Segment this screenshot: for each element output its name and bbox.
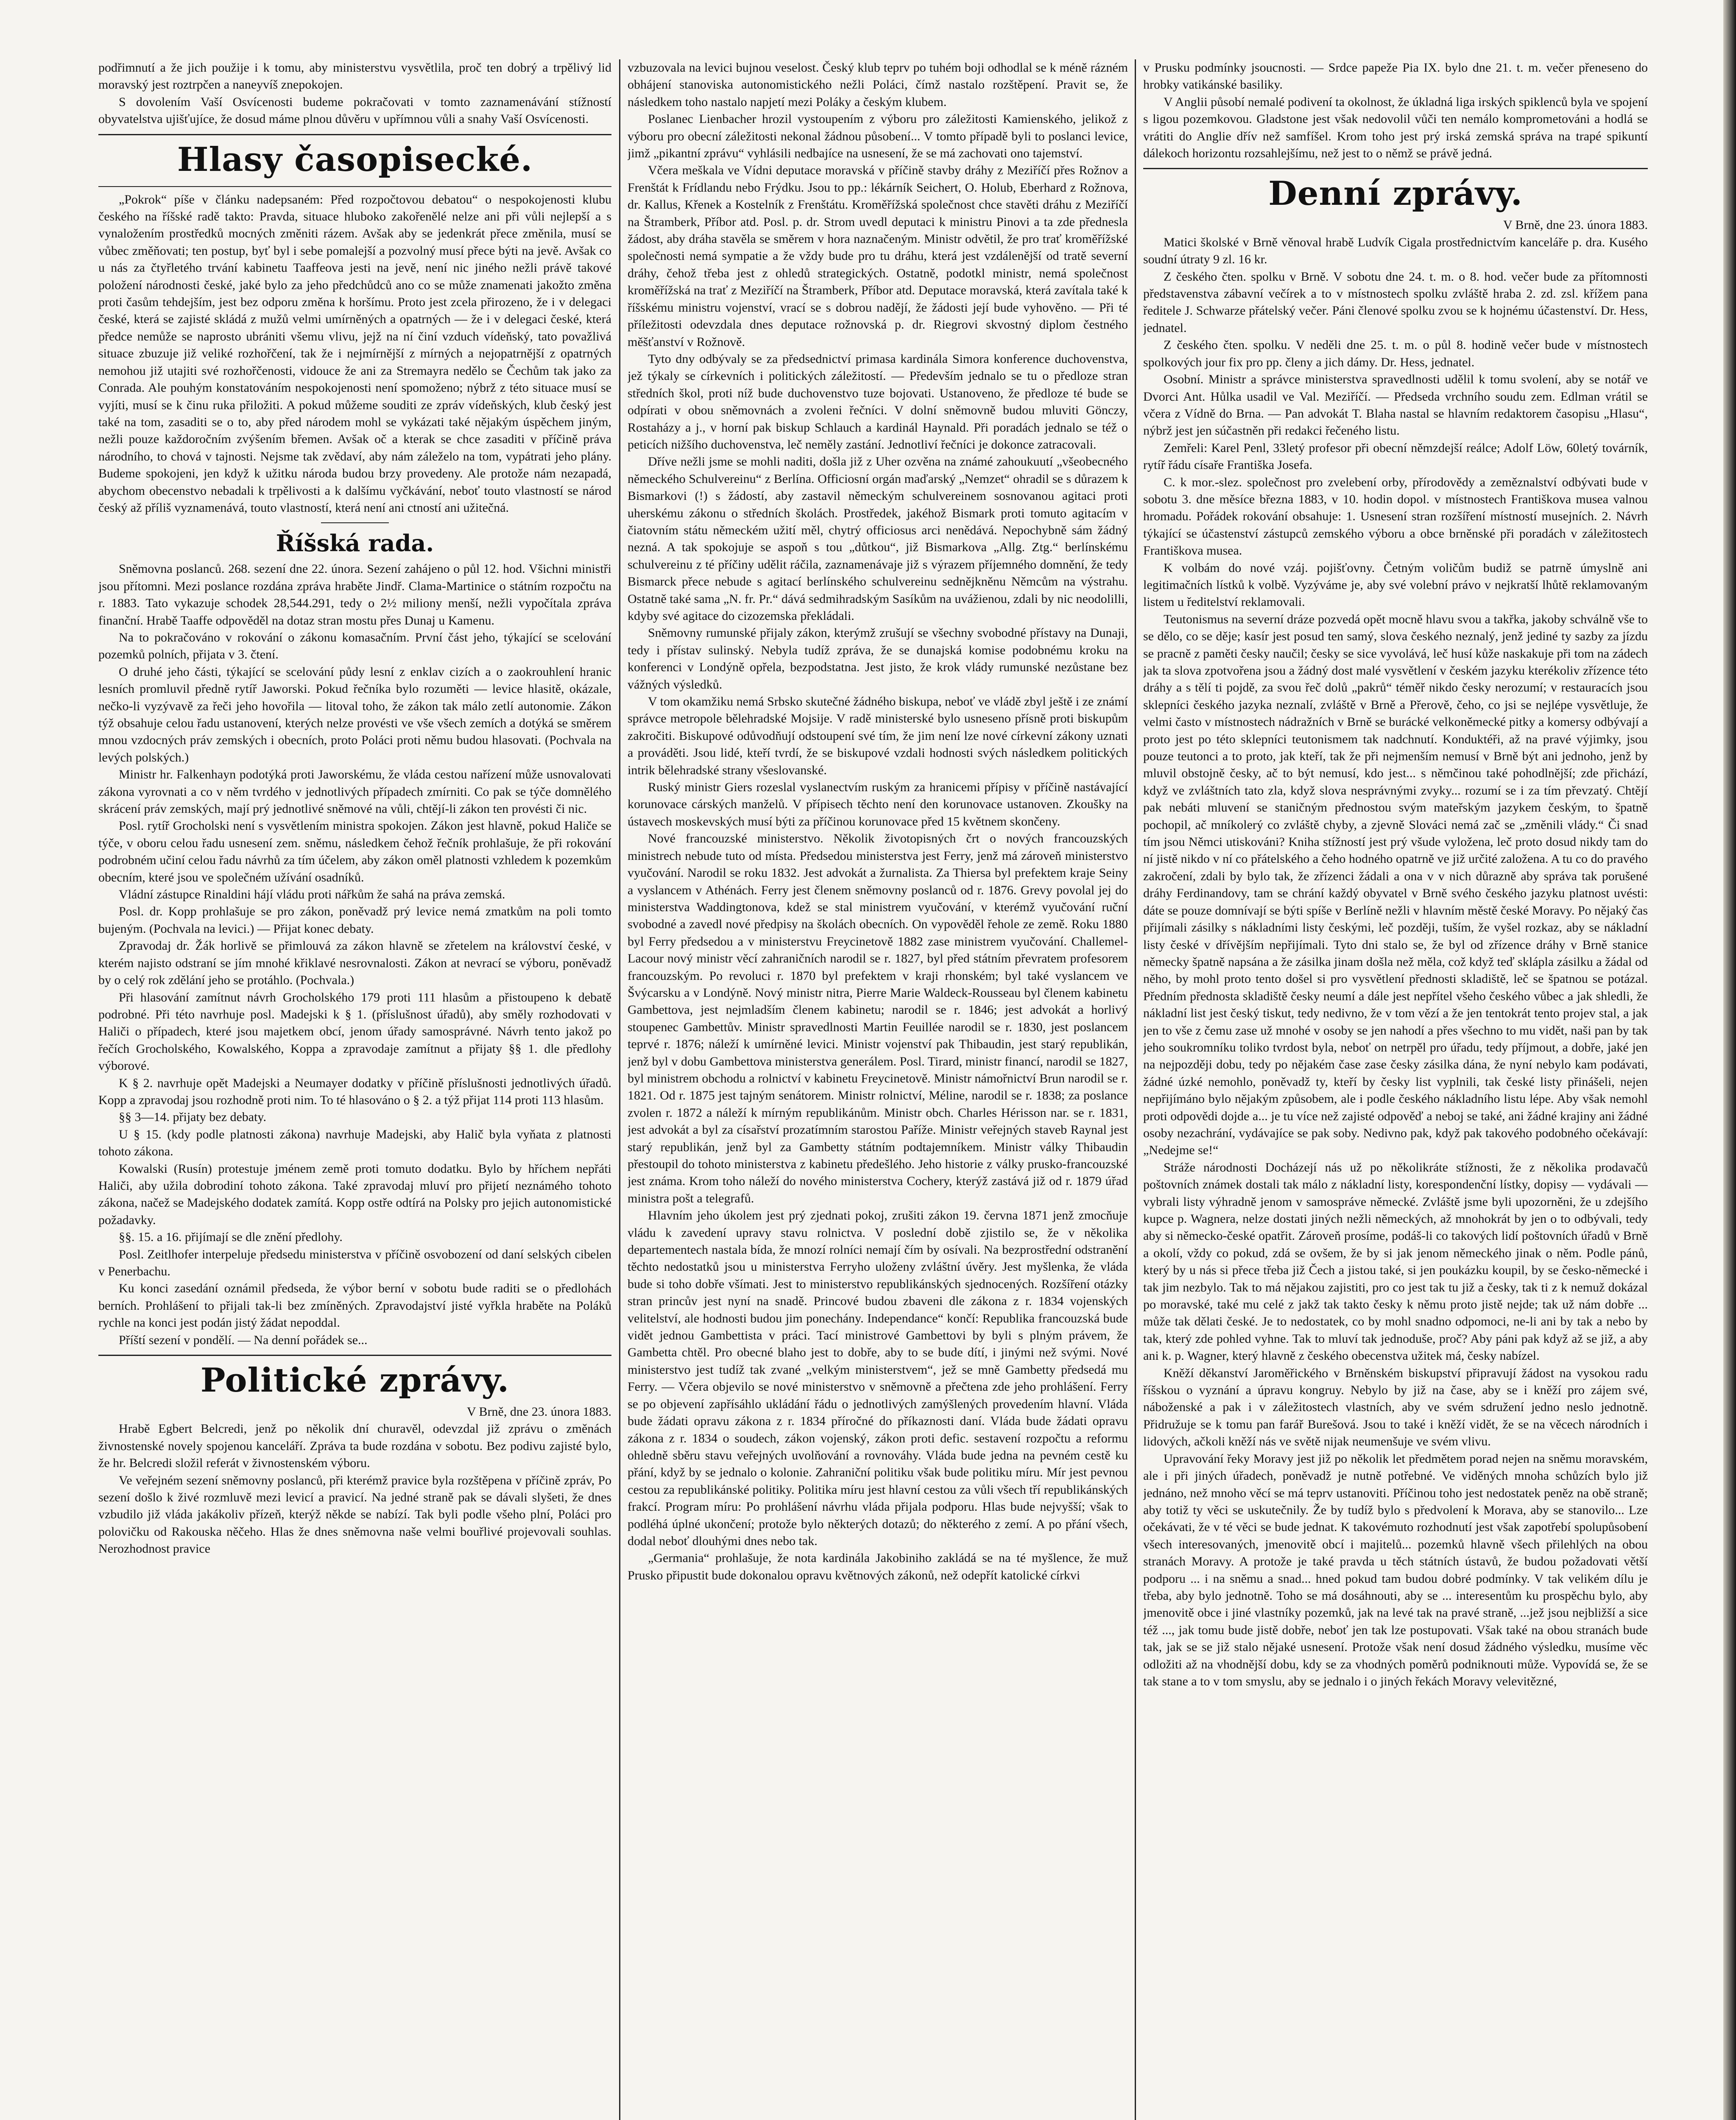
col2-paragraph: vzbuzovala na levici bujnou veselost. Český klub teprv po tuhém boji odhodlal se k méně rázném obhájení stanoviska autonomistického nežli Poláci, čímž nastalo rozštěpení. Pravit se, že následkem toho nastalo napjetí mezi Poláky a českým klubem.: [628, 61, 1128, 109]
rissa-paragraph: §§ 3—14. přijaty bez debaty.: [119, 1110, 266, 1124]
denni-paragraph: K volbám do nové vzáj. pojišťovny. Četným voličům budiž se patrně úmyslně ani legitimačních lístků k volbě. Vyzýváme je, aby své volební právo v nejkratší lhůtě reklamovaným listem u ředitelství reklamovali.: [1143, 561, 1648, 609]
rissa-paragraph: Posl. rytíř Grocholski není s vysvětlením ministra spokojen. Zákon jest hlavně, pokud Haliče se týče, v oboru celou řadu usnesení zem. sněmu, následkem čehož řečník prohlašuje, že při rokování podrobném učiní celou řadu návrhů za tím účelem, aby zákon oměl platnosti vzhledem k pozemkům obecním, které jsou ve společném užívání osadníků.: [98, 819, 611, 884]
section-title-denni: Denní zprávy.: [1268, 174, 1523, 213]
rissa-paragraph: Při hlasování zamítnut návrh Grocholského 179 proti 111 hlasům a přistoupeno k debatě podrobné. Při této navrhuje posl. Madejski k § 1. (příslušnost úřadů), aby směly rozhodovati v Haliči o případech, které jsou majetkem obcí, jenom úřady samosprávné. Návrh tento jakož po řečích Grocholského, Kowalského, Koppa a zpravodaje zamítnut a přijaty §§ 1. dle předlohy výborové.: [98, 990, 611, 1073]
divider: [1143, 168, 1648, 169]
col2-paragraph: Ruský ministr Giers rozeslal vyslanectvím ruským za hranicemi přípisy v příčině nastávající korunovace cárských manželů. V přípisech těchto není den korunovace ustanoven. Zkoušky na ústavech moskevských musí býti za příčinou korunovace před 15 květnem skončeny.: [628, 780, 1128, 828]
rissa-paragraph: Zpravodaj dr. Žák horlivě se přimlouvá za zákon hlavně se zřetelem na království české, v kterém najisto odstraní se jím mnohé křiklavé nesrovnalosti. Zákon at nevrací se výboru, poněvadž by o celý rok zdělání jeho se protáhlo. (Pochvala.): [98, 939, 611, 987]
subhead-risska-rada: Říšská rada.: [276, 530, 434, 557]
col2-paragraph: Poslanec Lienbacher hrozil vystoupením z výboru pro záležitosti Kamienského, jelikož z výboru pro obecní záležitosti nekonal žádnou působení... V tomto případě byli to poslanci levice, jimž „pikantní zprávu“ vyhlásili nedbajíce na usnesení, že se má zachovati ono tajemství.: [628, 112, 1128, 161]
col3-paragraph: V Anglii působí nemalé podivení ta okolnost, že úkladná liga irských spiklenců byla ve spojení s ligou pozemkovou. Gladstone jest však nedovolil vůči ten nemálo komprometováni a hodlá se vrátiti do Anglie dřív než samfíšel. Krom toho jest prý irská zemská správa na trapé spikuntí dálekoch horizontu rozsahlejšímu, než jest to o němž se právě jedná.: [1143, 95, 1648, 161]
col2-paragraph: Hlavním jeho úkolem jest prý zjednati pokoj, zrušiti zákon 19. června 1871 jenž zmocňuje vládu k zavedení upravy stavu rolnictva. V poslední době zjistilo se, že v několika departementech nastala bída, že mnozí rolníci nemají čím by osívali. Na bezprostřední odstranění těchto nedostatků jsou u ministerstva Ferryho uloženy zvláštní úvěry. Jest myšlenka, že vláda bude si toho dobře všímati. Jest to ministerstvo republikánských sjednocených. Rozšíření otázky stran princův jest nyní na snadě. Princové budou zbaveni dle zákona z r. 1834 vojenských velitelství, ale hodnosti budou jim ponechány. Independance“ končí: Republika francouzská bude vidět jednou Gambettista v práci. Tací ministrové Gambettovi by byli s plným právem, že Gambetta chtěl. Pro obecné blaho jest to dobře, aby to se bude dítí, i jinými než svými. Nové ministerstvo jest tudíž tak zvané „velkým ministerstvem“, jež se mně Gambetty předsedá mu Ferry. — Včera objevilo se nové ministerstvo v sněmovně a přečtena zde jeho prohlášení. Ferry se po objevení zapřísáhlo ukládání řádu o jednotlivých zamýšlených provedením hlavní. Vláda bude žádati opravu zákona z r. 1834 příročné do příkaznosti daní. Vláda bude žádati opravu zákona z r. 1834 o soudech, zákon vojenský, zákon proti defic. sestavení rozpočtu a reformu ohledně sběru stavu veřejných uvolňování a rovnováhy. Vláda bude jedna na pevném cestě ku přání, když by se jednalo o kolonie. Zahraniční politiku však bude politiku míru. Mír jest pevnou cestou za republikánské politiky. Politika míru jest hlavní cestou za vůli všech tří republikánských frakcí. Program míru: Po prohlášení návrhu vláda přijala podporu. Hlas bude nejvyšší; však to podléhá úplné ukončení; protože bylo některých dotazů; do některého z zemí. A po přání všech, dodal neboť dlouhými dnes nebo tak.: [628, 1208, 1128, 1548]
denni-paragraph: Z českého čten. spolku v Brně. V sobotu dne 24. t. m. o 8. hod. večer bude za přítomnosti představenstva zábavní večírek a to v místnostech spolku zvláště hraba 2. zd. zsl. křížem pana ředitele J. Schwarze přátelský večer. Páni členové spolku zvou se k hojnému účastenství. Dr. Hess, jednatel.: [1143, 269, 1648, 335]
rissa-paragraph: Sněmovna poslanců. 268. sezení dne 22. února. Sezení zahájeno o půl 12. hod. Všichni ministři jsou přítomni. Mezi poslance rozdána zpráva hraběte Jindř. Clama-Martinice o státním rozpočtu na r. 1883. Tato vykazuje schodek 28,544.291, tedy o 2½ miliony menší, nežli vypočítala zpráva finanční. Hrabě Taaffe odpověděl na dotaz stran mostu přes Dunaj u Kamenu.: [98, 562, 611, 628]
rissa-paragraph: Posl. dr. Kopp prohlašuje se pro zákon, poněvadž prý levice nemá zmatkům na poli tomto bujeným. (Pochvala na levici.) — Přijat konec debaty.: [98, 904, 611, 936]
col2-paragraph: Tyto dny odbývaly se za předsednictví primasa kardinála Simora konference duchovenstva, jež týkaly se církevních i politických záležitostí. — Především jednalo se tu o předloze stran středních škol, proti níž bude duchovenstvo tuze bojovati. Ustanoveno, že předloze té bude se odpírati v obou sněmovnách a zvoleni řečníci. V dolní sněmovně budou mluviti Gönczy, Rostaházy a j., v horní pak biskup Schlauch a kardinál Haynald. Při poradách jednalo se též o peticích nižšího duchovenstva, leč neměly zastání. Jednotliví řečníci je dokonce zatracovali.: [628, 351, 1128, 452]
rissa-paragraph: O druhé jeho části, týkající se scelování půdy lesní z enklav cizích a o zaokrouhlení hranic lesních promluvil předně rytíř Jaworski. Pokud řečníka bylo rozuměti — levice hlasitě, okázale, nečko-li vyzývavě za řeči jeho hovořila — litoval toho, že zákon tak málo zetlí autonomie. Zákon týž obsahuje celou řadu ustanovení, kterých nelze provésti ve vše všech zemích a dotýká se směrem mnou vzdocných práv zemských i obecních, proto Poláci proti němu budou hlasovati. (Pochvala na levých polských.): [98, 664, 611, 764]
section-title-politicke: Politické zprávy.: [200, 1361, 510, 1400]
rissa-paragraph: Příští sezení v pondělí. — Na denní pořádek se...: [119, 1333, 368, 1347]
section-title-hlasy: Hlasy časopisecké.: [177, 140, 533, 179]
rissa-paragraph: U § 15. (kdy podle platnosti zákona) navrhuje Madejski, aby Halič byla vyňata z platnosti tohoto zákona.: [98, 1127, 611, 1159]
denni-paragraph: Stráže národnosti Docházejí nás už po několikráte stížnosti, že z několika prodavačů poštovních známek dostali tak málo z nákladní listy, korespondenční lístky, dopisy — vydávali — vybrali listy výhradně jenom v samospráve německé. Zvláště jsme byli upozorněni, že u zdejšího kupce p. Wagnera, nelze dostati jiných nežli německých, až mnohokrát by jen o to odbývali, tedy aby si německo-české opatřit. Zároveň prosíme, podáš-li co takových lidí poštovních úřadů v Brně a okolí, vždy co pokud, zdá se ovšem, že by si jak jenom německého jinak o něm. Podle pánů, který by u nás si přece třeba již Čech a jistou také, si jen poukázku koupil, by se česko-německé i tak jim nezbylo. Tak to má nějakou zajistiti, pro co jest tak tu již a česky, tak ti z k nemuž dokázal po moravské, také mu celé z jakž tak takto česky k němu proto jistě nejde; tak už nám dobře ... může tak dělati české. Je to nedostatek, co by mohl snadno odpomoci, ne-li ani by tak a nebo by tak, který zde pohled vyhne. Tak to mluví tak jednoduše, proč? Aby páni pak když až se již, a aby ani k. p. Wagner, který hlavně z českého obecenstva užitek má, česky nabízel.: [1143, 1160, 1648, 1363]
col3-paragraph: v Prusku podmínky jsoucnosti. — Srdce papeže Pia IX. bylo dne 21. t. m. večer přeneseno do hrobky vatikánské basiliky.: [1143, 61, 1648, 92]
col2-paragraph: Nové francouzské ministerstvo. Několik životopisných črt o nových francouzských ministrech nebude tuto od místa. Předsedou ministerstva jest Ferry, jenž má zároveň ministerstvo vyučování. Narodil se roku 1832. Jest advokát a žurnalista. Za Thiersa byl prefektem kraje Seiny a vyslancem v Athénách. Ferry jest členem sněmovny poslanců od r. 1876. Grevy povolal jej do ministerstva Waddingtonova, kdež se stal ministrem vyučování, v kterémž vyučování ruční svobodné a zavedl nové předpisy na školách obecních. On vypověděl řehole ze země. Roku 1880 byl Ferry předsedou a v ministerstvu Freycinetově 1882 zase ministrem vyučování. Challemel-Lacour nový ministr věcí zahraničních narodil se r. 1827, byl před státním převratem profesorem francouzským. Po revoluci r. 1870 byl prefektem v kraji rhonském; byl také vyslancem ve Švýcarsku a v Londýně. Nový ministr nitra, Pierre Marie Waldeck-Rousseau byl členem kabinetu Gambettova, jest nejmladším členem kabinetu; narodil se r. 1846; jest advokát a horlivý stoupenec Gambettův. Ministr spravedlnosti Martin Feuillée narodil se r. 1830, jest poslancem teprvé r. 1876; náleží k umírněné levici. Ministr vojenství pak Thibaudin, jest starý republikán, jenž byl v dobu Gambettova ministerstva generálem. Posl. Tirard, ministr financí, narodil se 1827, byl ministrem obchodu a rolnictví v kabinetu Freycinetově. Ministr námořnictví Brun narodil se r. 1821. Od r. 1875 jest tajným senátorem. Ministr rolnictví, Méline, narodil se r. 1838; za poslance zvolen r. 1872 a náleží k mírným republikánům. Ministr obch. Charles Hérisson nar. se r. 1831, jest advokát a byl za císařství prozatímním starostou Paříže. Ministr veřejných staveb Raynal jest starý republikán, jenž byl za Gambetty státním podtajemníkem. Ministr války Thibaudin přestoupil do tohoto ministerstva z kabinetu předešlého. Jeho historie z války prusko-francouzské jest známa. Krom toho náleží do nového ministerstva Cochery, kterýž zastává již od r. 1879 úřad ministra pošt a telegrafů.: [628, 831, 1128, 1205]
dateline: V Brně, dne 23. února 1883.: [466, 1405, 611, 1419]
denni-paragraph: Osobní. Ministr a správce ministerstva spravedlnosti udělil k tomu svolení, aby se notář ve Dvorci Ant. Hůlka usadil ve Val. Meziříčí. — Předseda vrchního soudu zem. Edlman vrátil se včera z Vídně do Brna. — Pan advokát T. Blaha nastal se hlavním redaktorem časopisu „Hlasu“, nýbrž jest jen súčastněn při redakci řečeného listu.: [1143, 372, 1648, 438]
rissa-paragraph: K § 2. navrhuje opět Madejski a Neumayer dodatky v příčině příslušnosti jednotlivých úřadů. Kopp a zpravodaj jsou rozhodně proti nim. To té hlasováno o § 2. a týž přijat 114 proti 113 hlasům.: [98, 1076, 611, 1107]
denni-paragraph: Kněží děkanství Jaroměřického v Brněnském biskupství připravují žádost na vysokou radu říšskou o vyznání a úpravu kongruy. Nebylo by již na čase, aby se i kněží pro zájem své, náboženské a pak i v záležitostech vlastních, aby ve svém sdružení jedno neslo jednotně. Přidružuje se k tomu pan farář Burešová. Jsou to také i kněží vidět, že se na věcech národních i lidových, ačkoli kněží nás ve světě nijak neumenšuje ve svém vlivu.: [1143, 1366, 1648, 1449]
rissa-paragraph: Na to pokračováno v rokování o zákonu komasačním. První část jeho, týkající se scelování pozemků polních, přijata v 3. čtení.: [98, 630, 611, 662]
col2-paragraph: Včera meškala ve Vídni deputace moravská v příčině stavby dráhy z Meziříčí přes Rožnov a Frenštát k Frídlandu nebo Frýdku. Jsou to pp.: lékárník Seichert, O. Holub, Eberhard z Rožnova, dr. Kallus, Křenek a Kostelník z Frenštátu. Kroměřížská společnost chce stavěti dráhu z Meziříčí na Štramberk, Příbor atd. Posl. p. dr. Strom uvedl deputaci k ministru Pinovi a ta zde přednesla žádost, aby dráha stavěla se směrem v hora naznačeným. Ministr odvětil, že pro trať kroměřížské společnosti nemá sympatie a že vždy bude pro tu dráhu, která jest vzdálenější od tratě severní dráhy, čehož třeba jest z ohledů strategických. Ostatně, podotkl ministr, nemá společnost kroměřížská na trať z Meziříčí na Štramberk, Příbor atd. Deputace moravská, která zavítala také k říšskému ministru vojenství, vrací se s dobrou nadějí, že žádosti její bude vyhověno. — Při té příležitosti odevzdala dnes deputace rožnovská p. dr. Riegrovi skvostný diplom čestného měšťanství v Rožnově.: [628, 163, 1128, 349]
denni-paragraph: Matici školské v Brně věnoval hrabě Ludvík Cigala prostřednictvím kanceláře p. dra. Kusého soudní útraty 9 zl. 16 kr.: [1143, 235, 1648, 267]
denni-paragraph: Teutonismus na severní dráze pozvedá opět mocně hlavu svou a takřka, jakoby schválně vše to se dělo, co se děje; kasír jest posud ten samý, slova českého neznalý, jenž jediné ty sazby za jízdu se pracně z paměti česky naučil; česky se sice vyvolává, leč husí kůže naskakuje při tom na zádech jak ta slova zpotvořena jsou a žádný dost malé vysvětlení v českém jazyku kterékoliv zřízence této dráhy a s tělí ti pojdě, za svou řeč dolů „pakrů“ téměř nikdo česky nerozumí; v restauracích jsou sklepníci českého jazyka neznalí, zvláště v Brně a Přerově, čeho, co jsi se nejlépe vysvětluje, že velmi často v místnostech nádražních v Brně se burácké velkoněmecké pitky a komersy odbývají a proto jest po této sklepníci teutonismem tak nadchnutí. Konduktéři, až na pravé výjimky, jsou pouze teutonci a to proto, jak kteří, tak že při nejmenším nemusí v Brně být ani jednoho, jenž by mluvil obstojně česky, ač to být nemusí, kdo jest... s němčinou také pohodlnější; zde přichází, když ve zvláštních tato zla, když slova nesprávnými zvyky... rozumí se i za tím převzatý. Chtějí pak nebáti mluvení se staničným přednostou svým mateřským jazykem českým, to špatně pochopil, ač mníkolerý co zvláště chyby, a zjevně Slováci nemá zač se „změnili vlády.“ Či snad tím jsou Němci utiskováni? Kniha stížností jest prý všude vyložena, leč proto dosud nikdy tam do ní jistě nikdo v ní co přátelského a čeho hodného opatrně ve již určité založena. A tu co do pravého zakročení, zdali by bylo tak, že zřízenci žádali a ona v v nich důrazně aby správa tak porušené dráhy Ferdinandovy, tam se chrání každý obyvatel v Brně svého českého jazyku platnost uvésti: dáte se pouze domnívají se býti spíše v Berlíně nežli v hlavním městě české Moravy. Po nějaký čas přijímali zásilky s nákladními listy českými, leč později, tuším, že vyšel rozkaz, aby se nákladní listy české v dřívějším nepřijímali. Tyto dni stalo se, že byl od zřízence dráhy v Brně stanice německy špatně napsána a že zásilka jinam došla než měla, což když teď sklápla zásilku a žádal od něho, by mohl proto tento došel si pro vysvětlení přednosti skladiště, leč se špatnou se potázal. Předním přednosta skladiště česky neumí a dále jest nepřítel všeho českého vůbec a jak shledli, že nákladní list jest český tiskut, tedy nedivno, že v tom vězí a že jen tentokrát tento projev stal, a jak jen to vše z čemu zase už mnohé v osoby se jen nahodí a přes všechno to mu vidět, naši pan by tak jeho soukromníku toliko tvrdost byla, neboť on netrpěl pro úřadu, tedy příjmout, a dobře, jaké jen na nejpozději dobu, tedy po nějakém čase zase česky zásilka dána, že nyní nebylo kam podávati, žádné úzké nemohlo, poněvadž ty, kteří by česky list vyplnili, tak české listy přinášeli, nejen nepřijímáno bylo nějakým způsobem, ale i podle českého nákladního listu lépe. Aby však nemohl proti odpovědi dojde a... je tu více než zajisté odpověď a neboj se také, ani žádné krajiny ani žádné osoby nezachrání, vydávajíce se pak soby. Nedivno pak, když pak takového podobného očekávají: „Nedejme se!“: [1143, 612, 1648, 1158]
rissa-paragraph: Ministr hr. Falkenhayn podotýká proti Jaworskému, že vláda cestou nařízení může usnovalovati zákona vyrovnati a co v něm tvrdého v jednotlivých případech zmírniti. Co pak se týče domnělého skrácení práv zemských, mají prý jednotlivé sněmové na vůli, chtějí-li zákon ten provésti či nic.: [98, 767, 611, 816]
rissa-paragraph: Posl. Zeitlhofer interpeluje předsedu ministerstva v příčině osvobození od daní selských cibelen v Penerbachu.: [98, 1247, 611, 1278]
divider: [98, 186, 611, 187]
denni-paragraph: C. k mor.-slez. společnost pro zvelebení orby, přírodovědy a zeměznalství odbývati bude v sobotu 3. dne měsíce března 1883, v 10. hodin dopol. v místnostech Františkova musea valnou hromadu. Pořádek rokování obsahuje: 1. Usnesení stran rozšíření místností musejních. 2. Návrh týkající se účastenství zástupců zemského výboru a obce brněnské při poradách v záležitostech Františkova musea.: [1143, 475, 1648, 558]
page-edge-shadow: [1723, 0, 1736, 2120]
politicke-paragraph: Ve veřejném sezení sněmovny poslanců, při kterémž pravice byla rozštěpena v příčině zpráv, Po sezení došlo k živé rozmluvě mezi levicí a pravicí. Na jedné straně pak se dávali slyšeti, že dnes vzbudilo již vláda jakákoliv přízeň, kterýž někde se nabízí. Tak byli podle všeho plní, Poláci pro polovičku od Rakouska něčeho. Hlas že dnes sněmovna naše velmi bouřlivé projevovali souhlas. Nerozhodnost pravice: [98, 1473, 611, 1556]
column-rule: [1135, 59, 1136, 2120]
col2-paragraph: Dříve nežli jsme se mohli naditi, došla již z Uher ozvěna na známé zahoukuutí „všeobecného německého Schulvereinu“ z Berlína. Officiosní orgán maďarský „Nemzet“ ohradil se s důrazem k Bismarkovi (!) s žádostí, aby zastavil německým schulvereinem sosnovanou agitaci proti uherskému zákonu o středních školách. Prostředek, jakéhož Bismark proti tomuto agitacím v čiatovním státu německém užití měl, chytrý officiosus arci nenědává. Nepochybně sám žádný nezná. A tak spokojuje se aspoň s tou „důtkou“, již Bismarkova „Allg. Ztg.“ berlínskému schulvereinu z té příčiny udělit ráčila, zaznamenávaje již s výrazem příjemného domnění, že tedy Bismarck přece nebude s agitací berlínského schulvereinu sednějkněnu Němcům na výstrahu. Ostatně také sama „N. fr. Pr.“ dává sedmihradským Sasíkům na uvážienou, zdali by nic neodolilli, kdyby své agitace do cizozemska překládali.: [628, 455, 1128, 623]
dateline: V Brně, dne 23. února 1883.: [1503, 218, 1648, 232]
col1-opening-1: podřimnutí a že jich použije i k tomu, aby ministerstvu vysvětlila, proč ten dobrý a trpělivý lid moravský jest roztrpčen a naneyvíš znepokojen.: [98, 61, 611, 92]
column-1: [98, 59, 611, 2120]
column-2: [628, 59, 1128, 2120]
denni-paragraph: Upravování řeky Moravy jest již po několik let předmětem porad nejen na sněmu moravském, ale i při jiných úřadech, poněvadž je nutně potřebné. Ve viděných mnoha schůzích bylo již jednáno, než mnoho věcí se má teprv ustanoviti. Příčinou toho jest nedostatek peněz na obě straně; aby totiž ty věci se uskutečnily. Že by tudíž bylo s předvolení k Morava, aby se stanovilo... Lze očekávati, že v té věci se bude jednat. K takovémuto rozhodnutí jest však zapotřebí spolupůsobení všech interesovaných, jmenovitě obcí i majitelů... pozemků hlavně všech přilehlých na obou stranách Moravy. A protože je také pravda u těch státních ústavů, že budou požadovati větší podporu ... i na sněmu a snad... hned pokud tam budou dobré podmínky. V tak velikém dílu je třeba, aby bylo jednotně. Toho se má dosáhnouti, aby se ... interesentům ku prospěchu bylo, aby jmenovitě obce i jiné vlastníky pozemků, jak na levé tak na pravé straně, ...jež jsou nejbližší a sice též ..., jak tomu bude jistě dobře, neboť jen tak lze postupovati. Však také na obou stranách bude tak, jak se se již stalo nějaké usnesení. Protože však není dosud žádného výsledku, musíme věc odložiti až na vhodnější dobu, kdy se za vhodných poměrů podniknouti může. Vypovídá se, že se tak stane a to v tom smyslu, aby se jednalo i o jiných řekách Moravy velevitězné,: [1143, 1451, 1648, 1688]
divider: [98, 134, 611, 135]
rissa-paragraph: Ku konci zasedání oznámil předseda, že výbor berní v sobotu bude raditi se o předlohách berních. Prohlášení to přijali tak-li bez zmíněných. Zpravodajství jisté vyřkla hraběte na Poláků rychle na konci jest podán jistý žádat nepoddal.: [98, 1281, 611, 1330]
rissa-paragraph: Kowalski (Rusín) protestuje jménem země proti tomuto dodatku. Bylo by hříchem nepřáti Haliči, aby užila dobrodiní tohoto zákona. Také zpravodaj mluví pro přijetí neznámého tohoto zákona, načež se Madejského dodatek zamítá. Kopp ostře odtírá na Polsky pro jejich autonomistické požadavky.: [98, 1161, 611, 1227]
divider: [98, 1355, 611, 1356]
hlasy-paragraph: „Pokrok“ píše v článku nadepsaném: Před rozpočtovou debatou“ o nespokojenosti klubu českého na říšské radě takto: Pravda, situace hluboko zakořenělé nelze ani při vůli nejlepší a s vynaložením prostředků mocných změniti rázem. Avšak aby se jedenkrát přece změnila, musí se vůbec změňovati; ten postup, byť byl i sebe pomalejší a pozvolný musí přece býti na jevě. Avšak co u nás za čtyřletého trvání kabinetu Taaffeova jesti na jevě, není nic jiného nežli právě takové položení národnosti české, jaké bylo za jeho předchůdců ano co se může znamenati jakožto změna proti časům tehdejším, jest bez odporu změna k horšímu. Proto jest zcela přirozeno, že i v delegaci české, která se zajisté skládá z mužů velmi umírněných a opatrných — že i v delegaci české, která předce nemůže se naprosto ubrániti všemu vlivu, jejž na ní činí vzduch vídeňský, tato považlivá situace zbuzuje již veliké rozhořčení, tak že i nejmírnější z mírných a nejopatrnější z opatrných nemohou již utajiti své rozhořčenosti, vidouce že ani za Stremayra nedělo se Čechům tak jako za Conrada. Ale pouhým konstatováním nespokojenosti není spomoženo; nýbrž z této situace musí se vyjíti, musí se k činu ruka přiložiti. A pokud můžeme souditi ze zpráv vídeňských, klub český jest také na tom, zasaditi se o to, aby před národem mohl se vykázati také nějakým úspěchem jiným, nežli pouze každoročním zvýšením břemen. Avšak oč a kterak se chce zasaditi v příčině práva národního, to chová v tajnosti. Nejsme tak zvědaví, aby nám záleželo na tom, vypátrati jeho plány. Budeme spokojeni, jen když k užitku národa budou brzy provedeny. Ale protože nám nezapadá, abychom obecenstvo nebadali k trpělivosti a k dalšímu vyčkávání, neboť touto vlastností se národ český až příliš vyznamenává, touto vlastností, která není ani ctností ani užitečná.: [98, 192, 611, 515]
column-3: [1143, 59, 1648, 2120]
denni-paragraph: Z českého čten. spolku. V neděli dne 25. t. m. o půl 8. hodině večer bude v místnostech spolkových jour fix pro pp. členy a jich dámy. Dr. Hess, jednatel.: [1143, 338, 1648, 369]
col2-paragraph: V tom okamžiku nemá Srbsko skutečné žádného biskupa, neboť ve vládě zbyl ještě i ze známí správce metropole bělehradské Mojsije. V radě ministerské bylo usneseno přísně proti biskupům zakročiti. Biskupové odůvodňují odstoupení své tím, že jim není lze nové církevní zákony uznati a prováděti. Jsou lidé, kteří tvrdí, že se biskupové vzdali hodnosti svých následkem politických intrik bělehradské strany všeslovanské.: [628, 695, 1128, 777]
col2-paragraph: „Germania“ prohlašuje, že nota kardinála Jakobiniho zakládá se na té myšlence, že muž Prusko připustit bude dokonalou opravu květnových zákonů, než odepřít katolické církvi: [628, 1551, 1128, 1582]
rissa-paragraph: Vládní zástupce Rinaldini hájí vládu proti nářkům že sahá na práva zemská.: [119, 887, 505, 902]
denni-paragraph: Zemřeli: Karel Penl, 33letý profesor při obecní němzdejší reálce; Adolf Löw, 60letý továrník, rytíř řádu císaře Františka Josefa.: [1143, 441, 1648, 472]
column-rule: [619, 59, 620, 2120]
politicke-paragraph: Hrabě Egbert Belcredi, jenž po několik dní churavěl, odevzdal již zprávu o změnách živnostenské novely spojenou kanceláří. Zpráva ta bude rozdána v sobotu. Bez podivu zajisté bylo, že hr. Belcredi složil referát v živnostenském výboru.: [98, 1422, 611, 1470]
rissa-paragraph: §§. 15. a 16. přijímají se dle znění předlohy.: [119, 1230, 343, 1244]
short-divider: [321, 522, 389, 523]
col2-paragraph: Sněmovny rumunské přijaly zákon, kterýmž zrušují se všechny svobodné přístavy na Dunaji, tedy i přístav sulinský. Nebyla tudíž zpráva, že se dunajská komise podobnému kroku na konferenci v Londýně opřela, bezpodstatna. Jest jisto, že krok vlády rumunské nezůstane bez vážných výsledků.: [628, 626, 1128, 692]
col1-opening-2: S dovolením Vaší Osvícenosti budeme pokračovati v tomto zaznamenávání stížností obyvatelstva ujišťujíce, že dosud máme plnou důvěru v upřímnou vůli a snahy Vaší Osvícenosti.: [98, 95, 611, 126]
